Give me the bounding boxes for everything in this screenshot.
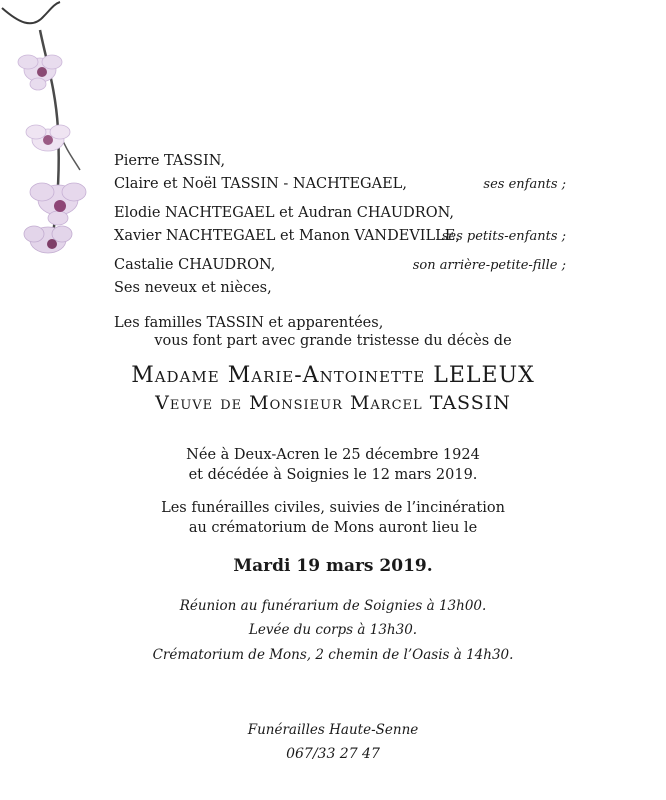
funeral-info: au crématorium de Mons auront lieu le	[188, 520, 478, 536]
funeral-home-phone: 067/33 27 47	[286, 746, 380, 762]
family-name: Castalie CHAUDRON,	[114, 257, 276, 273]
funeral-date: Mardi 19 mars 2019.	[233, 556, 433, 576]
family-name: Elodie NACHTEGAEL et Audran CHAUDRON,	[114, 205, 454, 221]
funeral-home-name: Funérailles Haute-Senne	[247, 722, 419, 738]
death-info: et décédée à Soignies le 12 mars 2019.	[188, 467, 478, 483]
birth-info: Née à Deux-Acren le 25 décembre 1924	[186, 447, 480, 463]
family-row	[114, 277, 566, 300]
deceased-name: Madame Marie-Antoinette LELEUX	[131, 363, 535, 388]
family-row	[114, 202, 566, 225]
schedule-item: Réunion au funérarium de Soignies à 13h00.	[179, 598, 487, 614]
family-row	[114, 150, 566, 173]
family-row	[114, 225, 566, 248]
schedule-item: Levée du corps à 13h30.	[248, 622, 418, 638]
announcement: vous font part avec grande tristesse du décès de	[154, 333, 512, 349]
family-row	[114, 173, 566, 196]
family-relation: ses enfants ;	[483, 177, 566, 192]
family-name: Xavier NACHTEGAEL et Manon VANDEVILLE,	[114, 228, 460, 244]
family-list	[114, 150, 566, 335]
family-relation: ses petits-enfants ;	[441, 229, 566, 244]
family-name: Claire et Noël TASSIN - NACHTEGAEL,	[114, 176, 407, 192]
family-relation: son arrière-petite-fille ;	[412, 258, 566, 273]
family-name: Les familles TASSIN et apparentées,	[114, 315, 384, 331]
family-name: Pierre TASSIN,	[114, 153, 226, 169]
family-name: Ses neveux et nièces,	[114, 280, 272, 296]
family-row	[114, 312, 566, 335]
deceased-spouse: Veuve de Monsieur Marcel TASSIN	[155, 392, 511, 414]
funeral-info: Les funérailles civiles, suivies de l’incinération	[161, 500, 505, 516]
schedule-item: Crématorium de Mons, 2 chemin de l’Oasis à 14h30.	[152, 647, 514, 663]
orchid-decoration	[0, 0, 110, 270]
family-row	[114, 254, 566, 277]
